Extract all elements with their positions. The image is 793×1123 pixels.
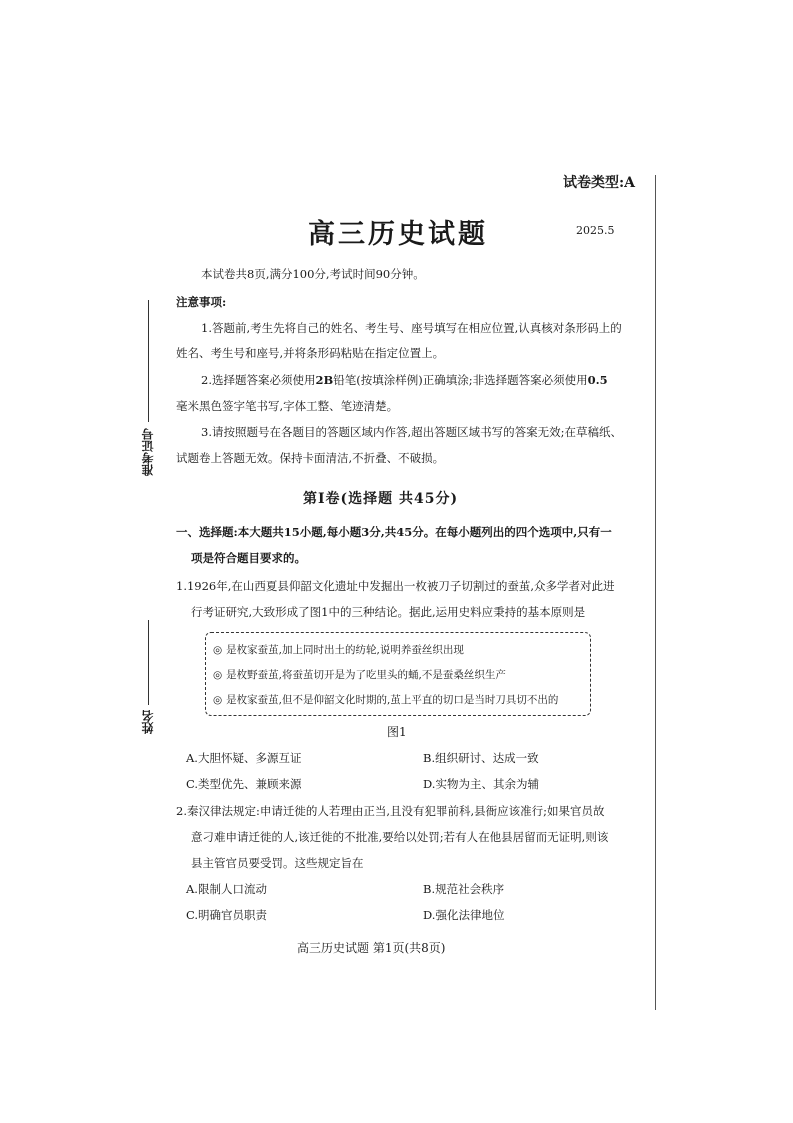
instructions-line2: 项是符合题目要求的。 — [191, 551, 306, 565]
page-footer: 高三历史试题 第1页(共8页) — [297, 941, 446, 955]
exam-id-label: 准考证号 — [141, 428, 155, 476]
page-title: 高三历史试题 — [308, 219, 488, 250]
notice-item2-pencil: 2B — [315, 373, 334, 387]
binding-line — [655, 175, 656, 1010]
figure-1-row-3-text: 是枚家蚕茧,但不是仰韶文化时期的,茧上平直的切口是当时刀具切不出的 — [226, 694, 559, 706]
name-blank-line — [148, 620, 149, 705]
q2-option-b: B.规范社会秩序 — [423, 882, 505, 896]
figure-1-row-1-text: 是枚家蚕茧,加上同时出土的纺轮,说明养蚕丝织出现 — [226, 644, 464, 656]
name-label: 姓名 — [141, 710, 155, 734]
q1-line1: 1.1926年,在山西夏县仰韶文化遗址中发掘出一枚被刀子切割过的蚕茧,众多学者对此进 — [176, 579, 615, 593]
notice-heading: 注意事项: — [176, 295, 227, 309]
notice-item1-line1: 1.答题前,考生先将自己的姓名、考生号、座号填写在相应位置,认真核对条形码上的 — [201, 321, 622, 335]
section-title: 第Ⅰ卷(选择题 共45分) — [303, 491, 459, 507]
exam-date: 2025.5 — [576, 224, 615, 237]
double-circle-icon: ◎ — [213, 694, 223, 706]
double-circle-icon: ◎ — [213, 644, 223, 656]
paper-type: 试卷类型:A — [563, 175, 636, 191]
exam-id-blank-line — [148, 300, 149, 422]
figure-1-box — [205, 632, 591, 716]
figure-1-row-2-text: 是枚野蚕茧,将蚕茧切开是为了吃里头的蛹,不是蚕桑丝织生产 — [226, 669, 506, 681]
notice-item3-line2: 试题卷上答题无效。保持卡面清洁,不折叠、不破损。 — [176, 451, 445, 465]
q2-option-a: A.限制人口流动 — [186, 882, 267, 896]
notice-item2-line2: 毫米黑色签字笔书写,字体工整、笔迹清楚。 — [176, 399, 399, 413]
q2-line3: 县主管官员要受罚。这些规定旨在 — [191, 856, 364, 870]
q1-option-b: B.组织研讨、达成一致 — [423, 751, 539, 765]
notice-item2-pen-size: 0.5 — [587, 373, 608, 387]
q2-option-d: D.强化法律地位 — [423, 908, 505, 922]
instructions-line1: 一、选择题:本大题共15小题,每小题3分,共45分。在每小题列出的四个选项中,只有一 — [176, 525, 612, 539]
notice-item1-line2: 姓名、考生号和座号,并将条形码粘贴在指定位置上。 — [176, 346, 445, 360]
notice-item3-line1: 3.请按照题号在各题目的答题区域内作答,超出答题区域书写的答案无效;在草稿纸、 — [201, 425, 622, 439]
q1-option-c: C.类型优先、兼顾来源 — [186, 777, 302, 791]
q2-line2: 意刁难申请迁徙的人,该迁徙的不批准,要给以处罚;若有人在他县居留而无证明,则该 — [191, 830, 609, 844]
notice-item2-part-a: 2.选择题答案必须使用 — [201, 373, 316, 387]
intro-text: 本试卷共8页,满分100分,考试时间90分钟。 — [201, 267, 425, 281]
figure-1-row-3 — [213, 692, 558, 707]
q1-option-d: D.实物为主、其余为辅 — [423, 777, 539, 791]
notice-item2-part-c: 铅笔(按填涂样例)正确填涂;非选择题答案必须使用 — [333, 373, 588, 387]
notice-item2-line1 — [201, 372, 608, 388]
q1-line2: 行考证研究,大致形成了图1中的三种结论。据此,运用史料应秉持的基本原则是 — [191, 605, 586, 619]
figure-1-row-2 — [213, 667, 506, 682]
q2-option-c: C.明确官员职责 — [186, 908, 268, 922]
q1-option-a: A.大胆怀疑、多源互证 — [186, 751, 302, 765]
figure-1-row-1 — [213, 642, 464, 657]
double-circle-icon: ◎ — [213, 669, 223, 681]
q2-line1: 2.秦汉律法规定:申请迁徙的人若理由正当,且没有犯罪前科,县衙应该准行;如果官员故 — [176, 804, 605, 818]
figure-1-caption: 图1 — [387, 725, 407, 739]
